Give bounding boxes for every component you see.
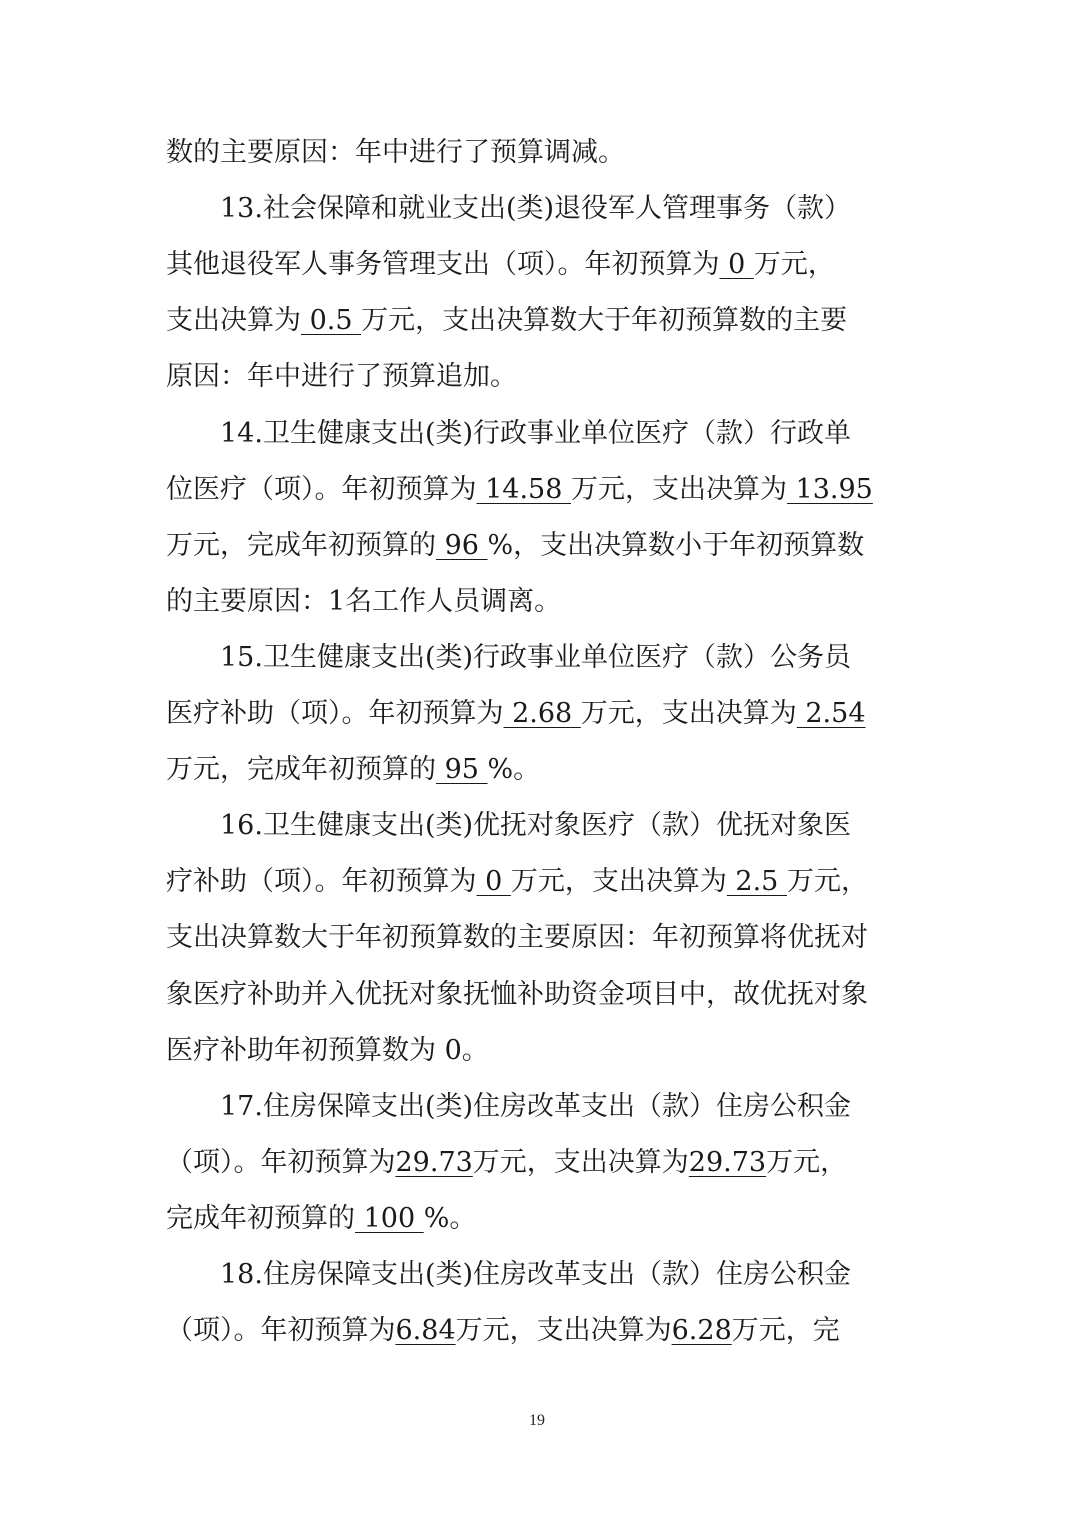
text-segment: 万元，: [786, 866, 868, 897]
text-segment: 万元，完: [731, 1315, 840, 1346]
text-segment: 万元，支出决算数大于年初预算数的主要: [361, 305, 848, 336]
underlined-value: 100: [355, 1203, 424, 1234]
text-segment: 14.卫生健康支出(类)行政事业单位医疗（款）行政单: [220, 418, 852, 449]
text-segment: %。: [423, 1203, 477, 1234]
text-line: [220, 1087, 912, 1127]
underlined-value: 2.68: [503, 698, 581, 729]
text-segment: 万元，支出决算为: [472, 1147, 689, 1178]
text-segment: 17.住房保障支出(类)住房改革支出（款）住房公积金: [220, 1091, 852, 1122]
text-segment: 象医疗补助并入优抚对象抚恤补助资金项目中，故优抚对象: [166, 979, 868, 1010]
text-line: [166, 357, 912, 397]
text-segment: 万元，完成年初预算的: [166, 530, 436, 561]
text-segment: （项）。年初预算为: [166, 1147, 396, 1178]
text-segment: 万元，: [766, 1147, 848, 1178]
text-line: [166, 694, 912, 734]
text-line: [166, 245, 912, 285]
text-line: [166, 1311, 912, 1351]
underlined-value: 0: [719, 249, 754, 280]
text-line: [166, 975, 912, 1015]
underlined-value: 0.5: [301, 305, 362, 336]
text-segment: 原因：年中进行了预算追加。: [166, 361, 517, 392]
text-line: [166, 526, 912, 566]
page-number: 19: [529, 1412, 545, 1429]
text-segment: 其他退役军人事务管理支出（项）。年初预算为: [166, 249, 720, 280]
text-line: [220, 638, 912, 678]
text-segment: （项）。年初预算为: [166, 1315, 396, 1346]
underlined-value: 2.5: [726, 866, 787, 897]
text-line: [220, 1255, 912, 1295]
text-segment: 医疗补助（项）。年初预算为: [166, 698, 504, 729]
text-segment: %。: [487, 754, 541, 785]
text-segment: 万元，完成年初预算的: [166, 754, 436, 785]
text-line: [220, 414, 912, 454]
text-segment: 支出决算为: [166, 305, 301, 336]
text-segment: 疗补助（项）。年初预算为: [166, 866, 477, 897]
text-line: [166, 1199, 912, 1239]
text-segment: 13.社会保障和就业支出(类)退役军人管理事务（款）: [220, 193, 852, 224]
underlined-value: 29.73: [395, 1147, 473, 1178]
text-segment: 医疗补助年初预算数为 0。: [166, 1035, 489, 1066]
text-line: [220, 189, 912, 229]
text-segment: 的主要原因：1名工作人员调离。: [166, 586, 562, 617]
text-segment: 支出决算数大于年初预算数的主要原因：年初预算将优抚对: [166, 922, 868, 953]
text-segment: 万元，: [753, 249, 835, 280]
text-line: [166, 582, 912, 622]
text-line: [166, 918, 912, 958]
text-segment: 万元，支出决算为: [510, 866, 727, 897]
text-line: [166, 1143, 912, 1183]
text-segment: 万元，支出决算为: [570, 474, 787, 505]
text-segment: 万元，支出决算为: [455, 1315, 672, 1346]
text-line: [166, 1031, 912, 1071]
text-segment: 16.卫生健康支出(类)优抚对象医疗（款）优抚对象医: [220, 810, 852, 841]
underlined-value: 6.28: [671, 1315, 732, 1346]
text-line: [166, 301, 912, 341]
text-line: [166, 750, 912, 790]
underlined-value: 6.84: [395, 1315, 456, 1346]
text-line: [166, 133, 912, 173]
text-line: [220, 806, 912, 846]
text-segment: 15.卫生健康支出(类)行政事业单位医疗（款）公务员: [220, 642, 852, 673]
text-segment: 万元，支出决算为: [580, 698, 797, 729]
underlined-value: 95: [436, 754, 488, 785]
underlined-value: 14.58: [476, 474, 571, 505]
text-line: [166, 862, 912, 902]
underlined-value: 96: [436, 530, 488, 561]
text-segment: 数的主要原因：年中进行了预算调减。: [166, 137, 625, 168]
underlined-value: 13.95: [786, 474, 873, 505]
underlined-value: 0: [476, 866, 511, 897]
text-segment: 位医疗（项）。年初预算为: [166, 474, 477, 505]
underlined-value: 2.54: [796, 698, 866, 729]
underlined-value: 29.73: [688, 1147, 767, 1178]
text-segment: %，支出决算数小于年初预算数: [487, 530, 865, 561]
text-segment: 完成年初预算的: [166, 1203, 355, 1234]
text-segment: 18.住房保障支出(类)住房改革支出（款）住房公积金: [220, 1259, 852, 1290]
text-line: [166, 470, 912, 510]
